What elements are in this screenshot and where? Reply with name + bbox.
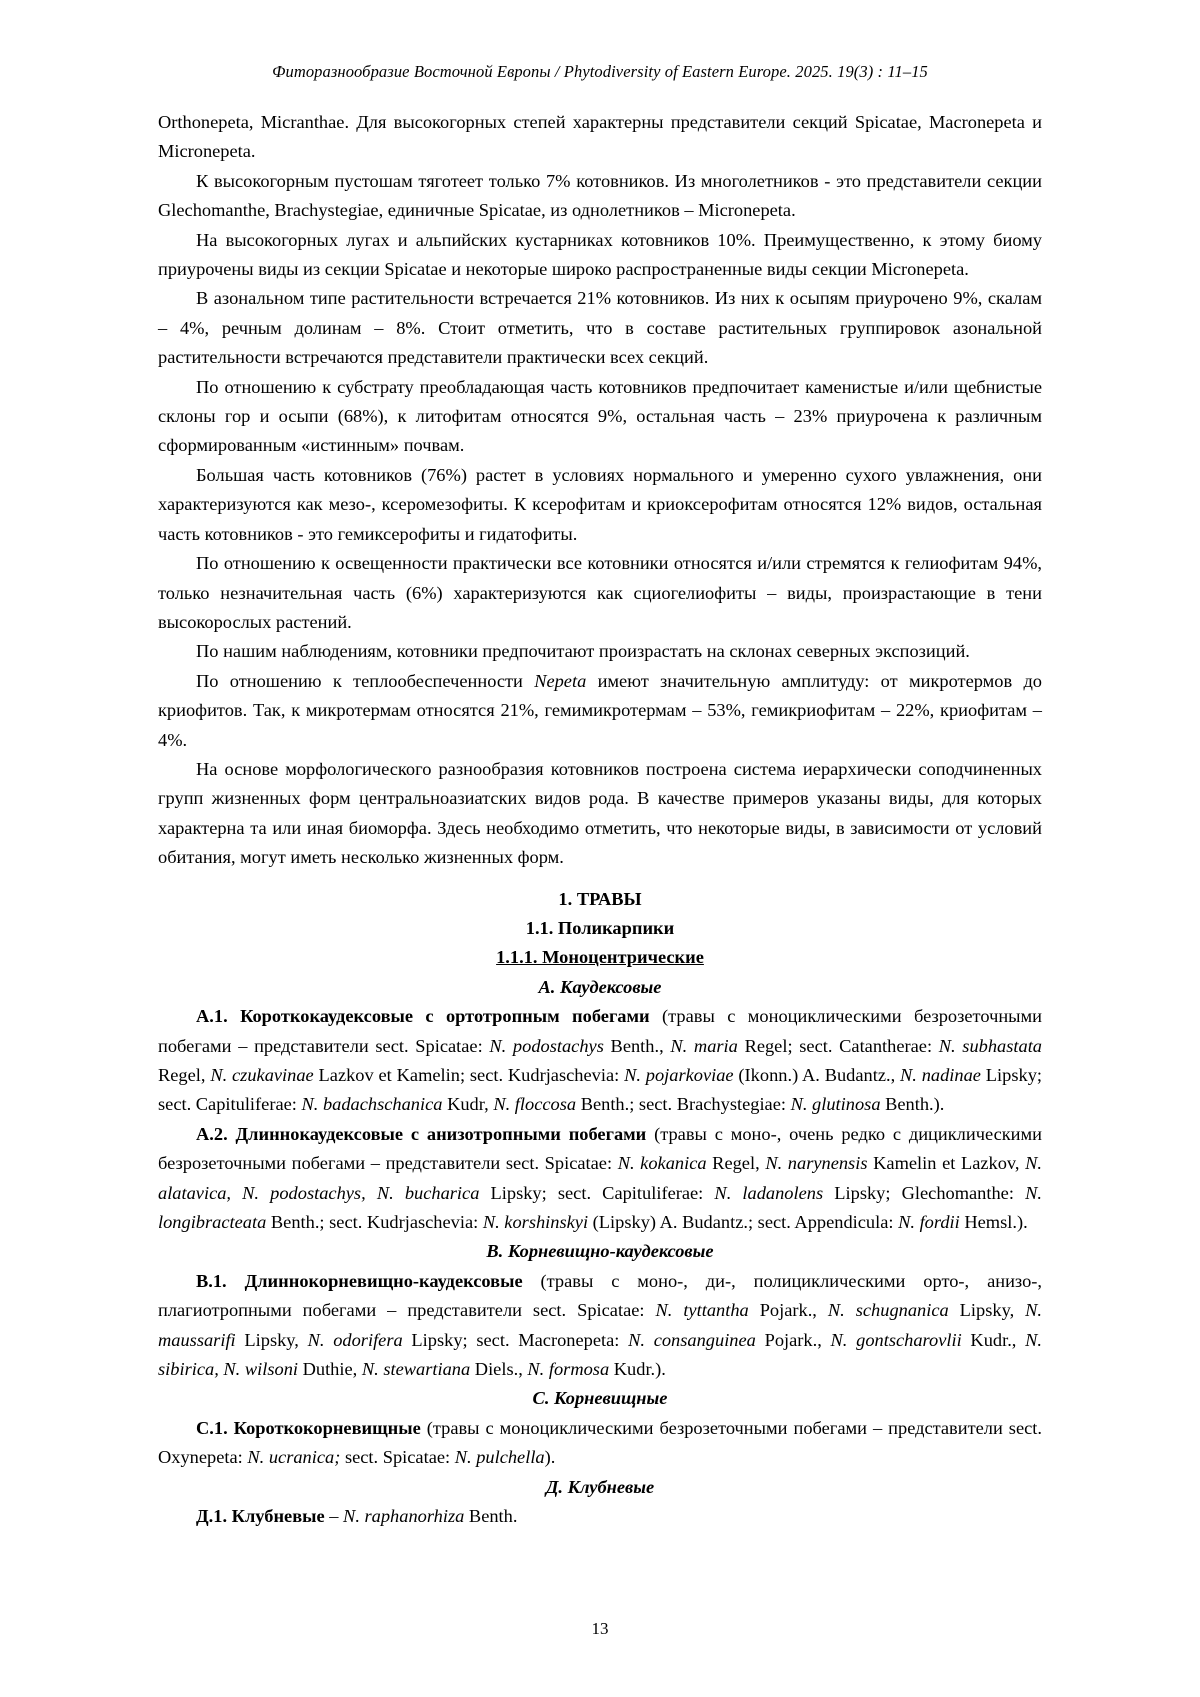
entry-a1-text-6: (Ikonn.) A. Budantz.,: [733, 1065, 901, 1085]
paragraph-9-text-a: По отношению к теплообеспеченности: [196, 670, 535, 691]
entry-a1-species-8: N. floccosa: [493, 1094, 577, 1115]
entry-a2-species-7: N. fordii: [898, 1212, 960, 1233]
entry-b1-species-9: N. formosa: [527, 1359, 610, 1380]
genus-name-nepeta: Nepeta: [534, 670, 587, 691]
entry-d1: [158, 1502, 1042, 1531]
entry-b1-text-7: Kudr.,: [961, 1329, 1026, 1350]
group-b-title: В. Корневищно-каудексовые: [486, 1241, 714, 1262]
entry-a1-species-2: N. maria: [670, 1035, 738, 1056]
page-number: 13: [591, 1619, 609, 1638]
entry-a2-text-8: Hemsl.).: [959, 1212, 1028, 1233]
paragraph-9: [158, 667, 1042, 755]
entry-a1-text-9: Benth.; sect. Brachystegiae:: [576, 1094, 791, 1115]
group-d-title: Д. Клубневые: [545, 1476, 655, 1497]
entry-a1-text-4: Regel,: [158, 1065, 211, 1085]
entry-a1: [158, 1002, 1042, 1120]
entry-c1: [158, 1414, 1042, 1473]
heading-level-1: 1. ТРАВЫ: [558, 888, 642, 909]
paragraph-10: На основе морфологического разнообразия котовников построена система иерархически соподчиненных групп жизненных форм центральноазиатских видов рода. В качестве примеров указаны виды, для которых характерна та или иная биоморфа. Здесь необходимо отметить, что некоторые виды, в зависимости от условий обитания, могут иметь несколько жизненных форм.: [158, 758, 1042, 868]
entry-b1-species-3: N. maussarifi: [158, 1300, 1043, 1350]
entry-b1-text-3: Lipsky,: [948, 1300, 1026, 1321]
paragraph-4: В азональном типе растительности встречается 21% котовников. Из них к осыпям приурочено 9%, скалам – 4%, речным долинам – 8%. Стоит отметить, что в составе растительных группировок азональной растительности встречаются представители практически всех секций.: [158, 288, 1042, 368]
entry-a1-text-7: Lipsky; sect. Capituliferae:: [158, 1065, 1043, 1115]
entry-a2-text-4: Lipsky; sect. Capituliferae:: [479, 1182, 715, 1203]
entry-a2-text-5: Lipsky; Glechomanthe:: [823, 1182, 1026, 1203]
entry-a2-text-7: (Lipsky) A. Budantz.; sect. Appendicula:: [588, 1212, 899, 1233]
page-content: [158, 108, 1042, 1532]
entry-a1-species-9: N. glutinosa: [790, 1094, 881, 1115]
entry-c1-species-1: N. ucranica;: [247, 1447, 341, 1468]
entry-c1-text-1: (травы с моноциклическими безрозеточными побегами – представители sect. Oxynepeta:: [158, 1417, 1042, 1468]
entry-c1-text-3: ).: [544, 1447, 556, 1468]
entry-b1: [158, 1267, 1042, 1385]
entry-d1-species-1: N. raphanorhiza: [343, 1506, 465, 1527]
heading-level-3: 1.1.1. Моноцентрические: [496, 947, 704, 968]
entry-a1-species-1: N. podostachys: [489, 1035, 604, 1056]
entry-a2-species-3: N. alatavica, N. podostachys, N. bucharica: [158, 1153, 1043, 1203]
paragraph-8: По нашим наблюдениям, котовники предпочитают произрастать на склонах северных экспозиций.: [196, 641, 970, 662]
entry-b1-species-7: N. sibirica, N. wilsoni: [158, 1329, 1043, 1380]
paragraph-5: По отношению к субстрату преобладающая часть котовников предпочитает каменистые и/или щебнистые склоны гор и осыпи (68%), к литофитам относятся 9%, остальная часть – 23% приурочена к различным сформированным «истинным» почвам.: [158, 376, 1042, 456]
entry-d1-text-2: Benth.: [464, 1506, 518, 1527]
group-a-title: А. Каудексовые: [538, 976, 662, 997]
paragraph-2: К высокогорным пустошам тяготеет только 7% котовников. Из многолетников - это представители секции Glechomanthe, Brachystegiae, единичные Spicatae, из однолетников – Micronepeta.: [158, 170, 1042, 221]
entry-b1-text-4: Lipsky,: [235, 1329, 308, 1350]
entry-b1-text-1: (травы с моно-, ди-, полициклическими орто-, анизо-, плагиотропными побегами – представители sect. Spicatae:: [158, 1270, 1042, 1321]
entry-b1-text-2: Pojark.,: [748, 1300, 828, 1321]
entry-a1-label: А.1. Короткокаудексовые с ортотропным побегами: [196, 1006, 650, 1027]
entry-d1-label: Д.1. Клубневые: [196, 1506, 325, 1527]
entry-b1-text-9: Diels.,: [470, 1359, 528, 1380]
entry-b1-text-8: Duthie,: [298, 1359, 362, 1380]
entry-a1-text-2: Benth.,: [603, 1035, 671, 1056]
classification-headings: [158, 885, 1042, 1003]
entry-a1-species-7: N. badachschanica: [301, 1094, 443, 1115]
entry-a2-label: А.2. Длиннокаудексовые с анизотропными побегами: [196, 1123, 647, 1144]
entry-a1-text-5: Lazkov et Kamelin; sect. Kudrjaschevia:: [313, 1065, 625, 1085]
entry-a1-text-8: Kudr,: [442, 1094, 494, 1115]
entry-a2-text-2: Regel,: [706, 1153, 766, 1174]
paragraph-7: По отношению к освещенности практически все котовники относятся и/или стремятся к гелиофитам 94%, только незначительная часть (6%) характеризуются как сциогелиофиты – виды, произрастающие в тени высокорослых растений.: [158, 553, 1042, 632]
entry-a1-species-6: N. nadinae: [900, 1065, 981, 1085]
paragraph-9-text-b: имеют значительную амплитуду: от микротермов до криофитов. Так, к микротермам относятся 21%, гемимикротермам – 53%, гемикриофитам – 22%, криофитам – 4%.: [158, 670, 1042, 750]
entry-b1-species-5: N. consanguinea: [628, 1329, 756, 1350]
running-head: Фиторазнообразие Восточной Европы / Phytodiversity of Eastern Europe. 2025. 19(3) : 11–15: [272, 62, 928, 81]
entry-b1-label: В.1. Длиннокорневищно-каудексовые: [196, 1270, 523, 1291]
entry-b1-species-2: N. schugnanica: [827, 1300, 949, 1321]
entry-a2-species-5: N. longibracteata: [158, 1182, 1042, 1233]
entry-a1-text-1: (травы с моноциклическими безрозеточными побегами – представители sect. Spicatae:: [158, 1006, 1042, 1056]
entry-a2-text-3: Kamelin et Lazkov,: [867, 1153, 1026, 1174]
entry-a1-species-4: N. czukavinae: [210, 1065, 314, 1085]
entry-a1-species-5: N. pojarkoviae: [624, 1065, 734, 1085]
entry-a2: [158, 1120, 1042, 1238]
entry-a2-species-4: N. ladanolens: [714, 1182, 824, 1203]
entry-a2-species-6: N. korshinskyi: [482, 1212, 589, 1233]
entry-a2-species-2: N. narynensis: [765, 1153, 868, 1174]
entry-b1-text-5: Lipsky; sect. Macronepeta:: [402, 1329, 629, 1350]
entry-b1-text-10: Kudr.).: [609, 1359, 666, 1380]
entry-c1-species-2: N. pulchella: [454, 1447, 545, 1468]
entry-b1-species-8: N. stewartiana: [361, 1359, 471, 1380]
entry-a2-species-1: N. kokanica: [617, 1153, 707, 1174]
entry-a1-text-10: Benth.).: [880, 1094, 945, 1115]
entry-a1-text-3: Regel; sect. Catantherae:: [737, 1035, 939, 1056]
entry-a2-text-1: (травы с моно-, очень редко с дициклическими безрозеточными побегами – представители sect. Spicatae:: [158, 1123, 1042, 1174]
group-c-title: С. Корневищные: [532, 1388, 668, 1409]
entry-c1-text-2: sect. Spicatae:: [340, 1447, 455, 1468]
entry-b1-species-6: N. gontscharovlii: [830, 1329, 962, 1350]
entry-d1-text-1: –: [324, 1506, 344, 1527]
entry-b1-species-4: N. odorifera: [307, 1329, 403, 1350]
entry-c1-label: С.1. Короткокорневищные: [196, 1417, 421, 1438]
entry-a1-species-3: N. subhastata: [938, 1035, 1043, 1056]
entry-a2-text-6: Benth.; sect. Kudrjaschevia:: [266, 1212, 483, 1233]
paragraph-6: Большая часть котовников (76%) растет в условиях нормального и умеренно сухого увлажнения, они характеризуются как мезо-, ксеромезофиты. К ксерофитам и криоксерофитам относятся 12% видов, остальная часть котовников - это гемиксерофиты и гидатофиты.: [158, 464, 1042, 544]
heading-level-2: 1.1. Поликарпики: [525, 917, 675, 938]
entry-b1-text-6: Pojark.,: [755, 1329, 831, 1350]
paragraph-3: На высокогорных лугах и альпийских кустарниках котовников 10%. Преимущественно, к этому биому приурочены виды из секции Spicatae и некоторые широко распространенные виды секции Micronepeta.: [158, 229, 1042, 280]
paragraph-1: Orthonepeta, Micranthae. Для высокогорных степей характерны представители секций Spicatae, Macronepeta и Micronepeta.: [158, 112, 1042, 162]
entry-b1-species-1: N. tyttantha: [655, 1300, 749, 1321]
